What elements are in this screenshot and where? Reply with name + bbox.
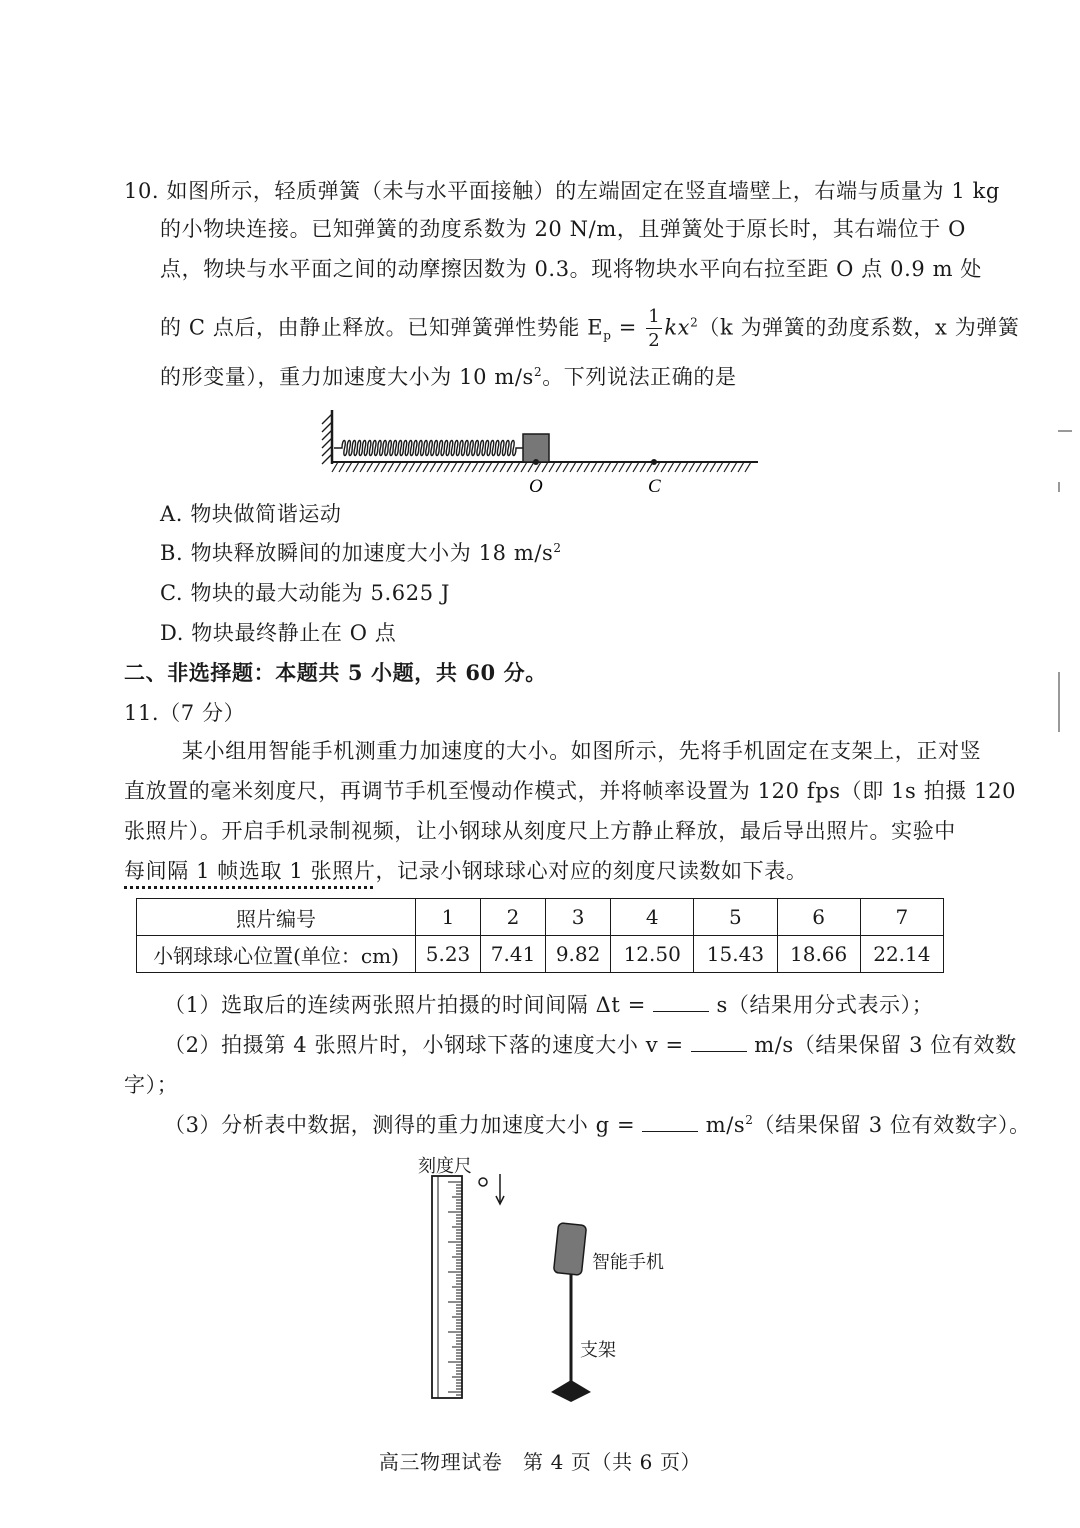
- answer-blank[interactable]: [691, 1033, 747, 1052]
- fraction-denominator: 2: [648, 330, 661, 351]
- q10-line4-sup: 2: [690, 315, 699, 330]
- page-footer: 高三物理试卷 第 4 页（共 6 页）: [378, 1450, 702, 1474]
- answer-blank[interactable]: [653, 993, 709, 1012]
- label-o: O: [529, 476, 543, 497]
- phone-label: 智能手机: [592, 1252, 664, 1272]
- wall-hatch: [322, 414, 332, 464]
- spring-coil: [334, 441, 523, 456]
- table-cell: 9.82: [546, 936, 611, 973]
- spring-block-figure: [318, 404, 768, 500]
- q10-option-b: [160, 538, 1000, 568]
- q10-option-d: D. 物块最终静止在 O 点: [160, 621, 397, 645]
- q10-line-3: 点，物块与水平面之间的动摩擦因数为 0.3。现将物块水平向右拉至距 O 点 0.9 m 处: [160, 257, 982, 281]
- q11-para-1: 某小组用智能手机测重力加速度的大小。如图所示，先将手机固定在支架上，正对竖: [182, 739, 982, 763]
- block: [523, 434, 549, 462]
- q10-line-1: 10. 如图所示，轻质弹簧（未与水平面接触）的左端固定在竖直墙壁上，右端与质量为 1 kg: [124, 179, 1000, 203]
- table-row: [137, 936, 944, 973]
- table-cell: 15.43: [694, 936, 777, 973]
- q11-sub-1: [164, 990, 1004, 1020]
- q11-sub-2-cont: 字）；: [124, 1073, 179, 1097]
- scan-mark: [1058, 482, 1060, 492]
- table-cell: 2: [481, 899, 546, 936]
- table-header-cell: 照片编号: [137, 899, 416, 936]
- table-cell: 18.66: [777, 936, 860, 973]
- q10-line4-text: 的 C 点后，由静止释放。已知弹簧弹性势能 E: [160, 315, 604, 340]
- table-cell: 7: [860, 899, 943, 936]
- q10-line-2: 的小物块连接。已知弹簧的劲度系数为 20 N/m，且弹簧处于原长时，其右端位于 O: [160, 217, 966, 241]
- q11-para-3: 张照片）。开启手机录制视频，让小钢球从刻度尺上方静止释放，最后导出照片。实验中: [124, 819, 956, 843]
- table-cell: 6: [777, 899, 860, 936]
- q11-sub-2-post: m/s（结果保留 3 位有效数: [746, 1033, 1017, 1057]
- q11-para-4: [124, 856, 964, 886]
- point-c-dot: [651, 459, 657, 465]
- table-row: [137, 899, 944, 936]
- q10-option-b-sup: 2: [553, 541, 562, 555]
- q10-line4-eq: =: [611, 315, 645, 340]
- q10-option-b-text: B. 物块释放瞬间的加速度大小为 18 m/s: [160, 541, 554, 565]
- floor-hatch: [332, 462, 751, 472]
- q11-sub-3-post: （结果保留 3 位有效数字）。: [753, 1113, 1031, 1137]
- q10-line-4: [160, 306, 1020, 351]
- table-cell: 4: [611, 899, 694, 936]
- scan-mark: [1058, 430, 1072, 432]
- q10-line5-text: 的形变量），重力加速度大小为 10 m/s: [160, 365, 534, 389]
- table-header-cell: 小钢球球心位置(单位：cm): [137, 936, 416, 973]
- smartphone: [553, 1223, 586, 1276]
- table-cell: 5.23: [416, 936, 481, 973]
- q11-sub-3-text: （3）分析表中数据，测得的重力加速度大小 g =: [164, 1113, 643, 1137]
- emphasis-dotted-text: 每间隔 1 帧选取 1 张照片: [124, 859, 376, 883]
- q10-line5-tail: 。下列说法正确的是: [542, 365, 737, 389]
- q11-sub-3: [164, 1110, 1031, 1140]
- table-cell: 7.41: [481, 936, 546, 973]
- q10-line4-kx: kx: [664, 315, 691, 340]
- point-o-dot: [533, 459, 539, 465]
- stand-base: [551, 1380, 591, 1402]
- q11-sub-3-sup: 2: [745, 1113, 754, 1127]
- section-2-heading: 二、非选择题：本题共 5 小题，共 60 分。: [124, 660, 547, 685]
- fraction-numerator: 1: [648, 306, 661, 327]
- q11-para-2: 直放置的毫米刻度尺，再调节手机至慢动作模式，并将帧率设置为 120 fps（即 1s 拍摄 120: [124, 779, 1017, 803]
- q10-line-5: [160, 362, 1000, 392]
- q11-header: 11.（7 分）: [124, 701, 246, 725]
- q10-option-a: A. 物块做简谐运动: [160, 502, 342, 526]
- answer-blank[interactable]: [642, 1113, 698, 1132]
- table-cell: 3: [546, 899, 611, 936]
- table-cell: 1: [416, 899, 481, 936]
- table-cell: 12.50: [611, 936, 694, 973]
- data-table: [136, 898, 944, 973]
- q11-sub-1-text: （1）选取后的连续两张照片拍摄的时间间隔 Δt =: [164, 993, 654, 1017]
- q10-line4-sub: p: [603, 328, 612, 343]
- q11-sub-2-text: （2）拍摄第 4 张照片时，小钢球下落的速度大小 v =: [164, 1033, 691, 1057]
- q10-option-c: C. 物块的最大动能为 5.625 J: [160, 581, 450, 605]
- q11-sub-1-post: s（结果用分式表示）；: [709, 993, 934, 1017]
- stand-label: 支架: [580, 1340, 616, 1360]
- table-cell: 22.14: [860, 936, 943, 973]
- ruler-label: 刻度尺: [418, 1156, 472, 1176]
- half-fraction: [646, 308, 662, 350]
- q11-sub-3-unit: m/s: [698, 1113, 746, 1137]
- q11-sub-2: [164, 1030, 1017, 1060]
- ruler-phone-figure: [420, 1170, 620, 1410]
- steel-ball: [479, 1178, 487, 1186]
- scan-mark: [1058, 672, 1060, 732]
- q10-line4-tail: （k 为弹簧的劲度系数，x 为弹簧: [698, 315, 1020, 340]
- q11-para-4-rest: ，记录小钢球球心对应的刻度尺读数如下表。: [375, 859, 808, 883]
- q10-line5-sup: 2: [533, 365, 543, 379]
- label-c: C: [648, 476, 661, 497]
- table-cell: 5: [694, 899, 777, 936]
